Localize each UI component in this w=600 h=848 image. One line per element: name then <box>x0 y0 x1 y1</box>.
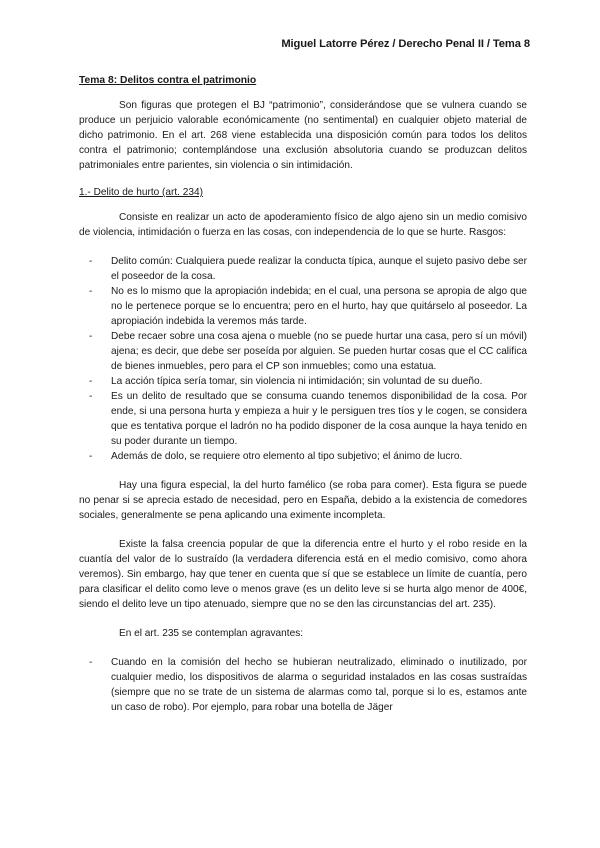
list-item: - Además de dolo, se requiere otro elemento al tipo subjetivo; el ánimo de lucro. <box>79 449 527 464</box>
rasgos-list <box>79 254 527 464</box>
section-title-hurto: 1.- Delito de hurto (art. 234) <box>79 187 203 198</box>
intro-paragraph: Son figuras que protegen el BJ “patrimonio”, considerándose que se vulnera cuando se produce un perjuicio valorable económicamente (no sentimental) en cualquier objeto material de dicho patrimonio. En el art. 268 viene establecida una disposición común para todos los delitos contra el patrimonio; contemplándose una exclusión absolutoria cuando se produzcan delitos patrimoniales entre parientes, sin violencia o sin intimidación. <box>79 100 527 171</box>
list-item: - No es lo mismo que la apropiación indebida; en el cual, una persona se apropia de algo que no le pertenece porque se lo encuentra; pero en el hurto, hay que quitárselo al poseedor. La apropiación indebida la veremos más tarde. <box>79 284 527 329</box>
list-item: - Cuando en la comisión del hecho se hubieran neutralizado, eliminado o inutilizado, por cualquier medio, los dispositivos de alarma o seguridad instalados en las cosas sustraídas (siempre que no se trate de un sistema de alarmas como tal, porque si lo es, estamos ante un caso de robo). Por ejemplo, para robar una botella de Jäger <box>79 655 527 715</box>
list-item: - La acción típica sería tomar, sin violencia ni intimidación; sin voluntad de su dueño. <box>79 374 527 389</box>
list-item: - Delito común: Cualquiera puede realizar la conducta típica, aunque el sujeto pasivo debe ser el poseedor de la cosa. <box>79 254 527 284</box>
definition-paragraph: Consiste en realizar un acto de apoderamiento físico de algo ajeno sin un medio comisivo de violencia, intimidación o fuerza en las cosas, con independencia de lo que se hurte. Rasgos: <box>79 212 527 238</box>
agravantes-list <box>79 655 527 715</box>
page-header: Miguel Latorre Pérez / Derecho Penal II / Tema 8 <box>281 38 530 50</box>
list-item: - Es un delito de resultado que se consuma cuando tenemos disponibilidad de la cosa. Por ende, si una persona hurta y empieza a huir y le persiguen tres tíos y le cogen, se considera que es tentativa porque el ladrón no ha podido disponer de la cosa aunque la haya tenido en su poder durante un tiempo. <box>79 389 527 449</box>
list-item: - Debe recaer sobre una cosa ajena o mueble (no se puede hurtar una casa, pero sí un móvil) ajena; es decir, que debe ser poseída por alguien. Se pueden hurtar cosas que el CC califica de bienes inmuebles, pero para el CP son inmuebles; como una estatua. <box>79 329 527 374</box>
document-title: Tema 8: Delitos contra el patrimonio <box>79 75 257 86</box>
document-body <box>79 73 527 729</box>
agravantes-intro: En el art. 235 se contemplan agravantes: <box>119 628 304 639</box>
creencia-paragraph: Existe la falsa creencia popular de que la diferencia entre el hurto y el robo reside en la cuantía del valor de lo sustraído (la verdadera diferencia está en el medio comisivo, como ahora veremos). Sin embargo, hay que tener en cuenta que sí que se establece un límite de cuantía, pero para clasificar el delito como leve o menos grave (es un delito leve si se hurta algo menor de 400€, siendo el delito leve un tipo atenuado, siempre que no se den las circunstancias del art. 235). <box>79 539 527 610</box>
famelico-paragraph: Hay una figura especial, la del hurto famélico (se roba para comer). Esta figura se puede no penar si se aprecia estado de necesidad, pero en España, debido a la existencia de comedores sociales, generalmente se pena aplicando una eximente incompleta. <box>79 480 527 521</box>
